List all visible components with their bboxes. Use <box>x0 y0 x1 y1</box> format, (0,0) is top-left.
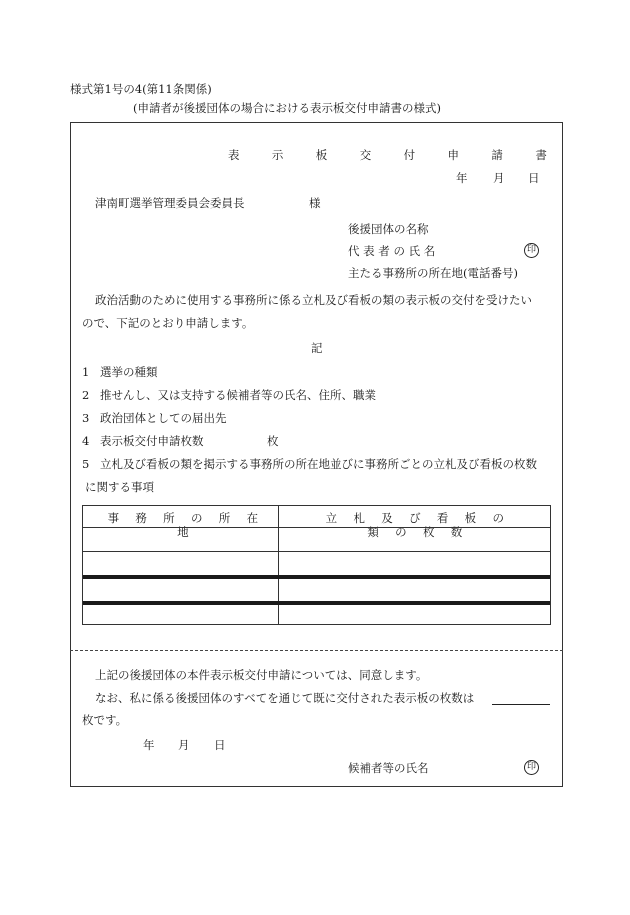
body-text-line1: 政治活動のために使用する事務所に係る立札及び看板の類の表示板の交付を受けたい <box>95 293 532 307</box>
table-row-divider-thick <box>83 601 550 605</box>
group-name-label: 後援団体の名称 <box>348 222 429 236</box>
table-header-sign-count: 立 札 及 び 看 板 の 類 の 枚 数 <box>325 511 511 539</box>
consent-date-day-label: 日 <box>214 738 226 752</box>
item-4-number: 4 <box>82 434 90 448</box>
item-1-text: 選挙の種類 <box>100 365 158 379</box>
consent-line3: 枚です。 <box>82 713 128 727</box>
table-column-divider <box>278 506 279 624</box>
seal-mark-candidate: 印 <box>524 760 539 775</box>
item-5-number: 5 <box>82 457 90 471</box>
table-row-divider-thick <box>83 575 550 579</box>
item-5-continuation: に関する事項 <box>85 480 154 494</box>
consent-date-month-label: 月 <box>178 738 190 752</box>
body-text-line2: ので、下記のとおり申請します。 <box>82 316 254 330</box>
table-row-divider <box>83 527 550 528</box>
item-2-number: 2 <box>82 388 90 402</box>
date-month-label: 月 <box>493 171 505 185</box>
candidate-name-label: 候補者等の氏名 <box>348 761 429 775</box>
seal-mark-applicant: 印 <box>524 243 539 258</box>
addressee: 津南町選挙管理委員会委員長 <box>95 196 245 210</box>
sign-count-blank-line <box>492 704 550 705</box>
form-number: 様式第1号の4(第11条関係) <box>70 82 212 96</box>
form-title: 表 示 板 交 付 申 請 書 <box>228 148 562 162</box>
item-1-number: 1 <box>82 365 90 379</box>
consent-line1: 上記の後援団体の本件表示板交付申請については、同意します。 <box>95 668 428 682</box>
date-day-label: 日 <box>528 171 540 185</box>
consent-date-year-label: 年 <box>143 738 155 752</box>
form-frame <box>70 122 563 787</box>
table-row-divider <box>83 551 550 552</box>
table-header-location: 事 務 所 の 所 在 地 <box>107 511 265 539</box>
form-subtitle: (申請者が後援団体の場合における表示板交付申請書の様式) <box>133 101 441 115</box>
item-4-unit: 枚 <box>267 434 279 448</box>
dashed-separator <box>70 650 563 651</box>
office-table <box>82 505 551 625</box>
item-3-number: 3 <box>82 411 90 425</box>
item-4-text: 表示板交付申請枚数 <box>100 434 204 448</box>
office-address-label: 主たる事務所の所在地(電話番号) <box>348 266 518 280</box>
addressee-honorific: 様 <box>309 196 321 210</box>
item-5-text: 立札及び看板の類を掲示する事務所の所在地並びに事務所ごとの立札及び看板の枚数 <box>100 457 537 471</box>
ki-label: 記 <box>311 341 323 355</box>
representative-label: 代 表 者 の 氏 名 <box>348 244 436 258</box>
date-year-label: 年 <box>456 171 468 185</box>
item-3-text: 政治団体としての届出先 <box>100 411 227 425</box>
consent-line2: なお、私に係る後援団体のすべてを通じて既に交付された表示板の枚数は <box>95 691 475 705</box>
item-2-text: 推せんし、又は支持する候補者等の氏名、住所、職業 <box>100 388 376 402</box>
